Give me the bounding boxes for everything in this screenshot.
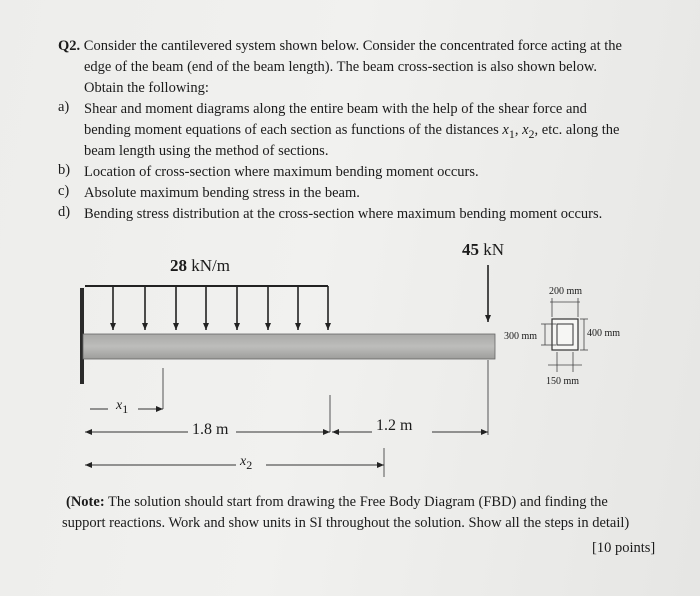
- item-a-line-3: beam length using the method of sections.: [84, 143, 329, 159]
- x2-var-sub: 2: [246, 457, 253, 472]
- intro-line-3: Obtain the following:: [84, 80, 209, 96]
- distributed-load-unit: kN/m: [191, 256, 230, 275]
- section-height-inner: 300 mm: [504, 331, 538, 342]
- span1-label: 1.8 m: [192, 421, 229, 438]
- points-label: [10 points]: [592, 540, 656, 556]
- distributed-load: [85, 286, 328, 330]
- distributed-load-value: 28: [170, 256, 187, 275]
- var-x1: x: [502, 122, 509, 138]
- item-c-text: Absolute maximum bending stress in the beam.: [84, 185, 360, 201]
- point-load-unit: kN: [483, 240, 505, 259]
- item-b-label: b): [58, 162, 71, 178]
- note-line-1: [66, 492, 608, 512]
- span2-label: 1.2 m: [376, 417, 413, 434]
- note-line-2: support reactions. Work and show units in SI throughout the solution. Show all the steps in detail): [62, 515, 630, 531]
- intro-line-2: edge of the beam (end of the beam length). The beam cross-section is also shown below.: [84, 59, 597, 75]
- note-text-1: The solution should start from drawing the Free Body Diagram (FBD) and finding the: [108, 494, 608, 510]
- cross-section: [541, 298, 588, 372]
- note-label: (Note:: [66, 494, 105, 510]
- var-separator: ,: [514, 122, 523, 138]
- section-width-top: 200 mm: [549, 286, 583, 297]
- item-c-label: c): [58, 183, 70, 199]
- var-x2-sub: 2: [528, 126, 535, 141]
- item-a-label: a): [58, 99, 70, 115]
- var-x1-sub: 1: [508, 126, 515, 141]
- x1-label: [116, 398, 128, 417]
- item-d-text: Bending stress distribution at the cross-section where maximum bending moment occurs.: [84, 206, 603, 222]
- item-b-text: Location of cross-section where maximum bending moment occurs.: [84, 164, 479, 180]
- intro-line-1: Consider the cantilevered system shown below. Consider the concentrated force acting at the: [83, 38, 622, 54]
- item-a-line-2-post: , etc. along the: [534, 122, 620, 138]
- question-number: Q2.: [58, 38, 81, 54]
- var-x2: x: [522, 122, 529, 138]
- x1-var: x: [116, 398, 123, 413]
- section-width-inner: 150 mm: [546, 376, 580, 387]
- point-load-label: [462, 240, 504, 260]
- section-inner: [557, 324, 573, 345]
- item-a-line-1: Shear and moment diagrams along the entire beam with the help of the shear force and: [84, 101, 587, 117]
- x2-var: x: [240, 454, 247, 469]
- distributed-load-label: [170, 256, 230, 276]
- point-load-value: 45: [462, 240, 479, 259]
- item-a-line-2-pre: bending moment equations of each section as functions of the distances: [84, 122, 503, 138]
- section-height-outer: 400 mm: [587, 328, 621, 339]
- item-d-label: d): [58, 204, 71, 220]
- beam: [83, 334, 495, 359]
- x1-var-sub: 1: [122, 401, 129, 416]
- x2-label: [240, 454, 252, 473]
